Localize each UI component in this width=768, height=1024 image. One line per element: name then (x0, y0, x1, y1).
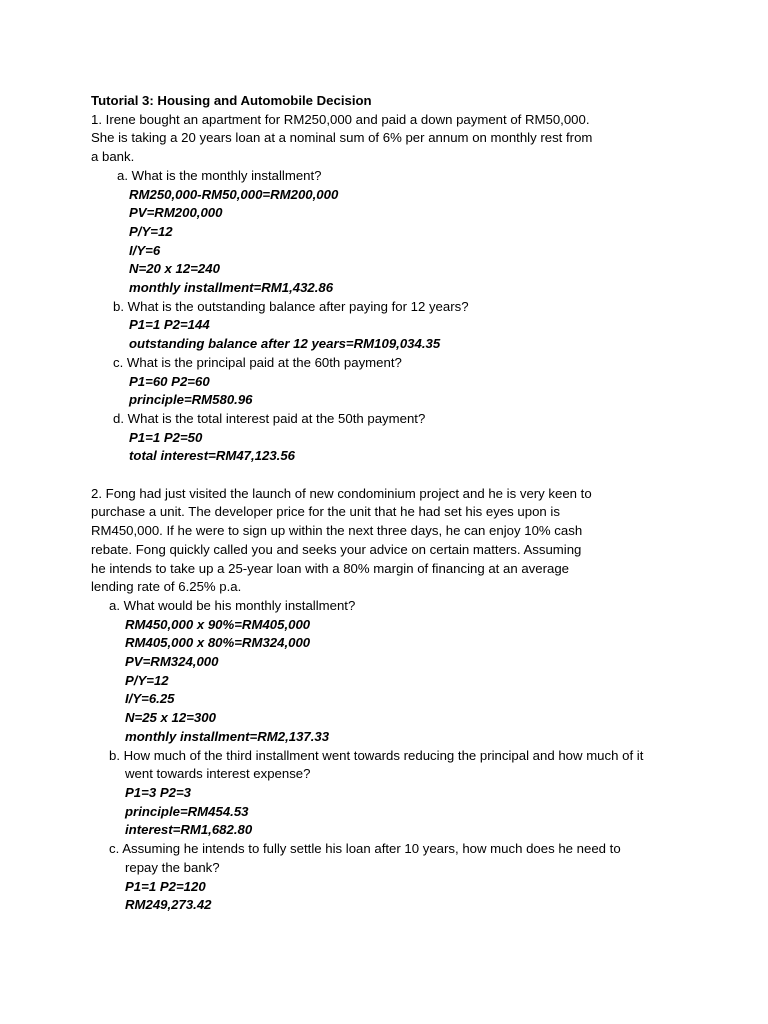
q1b-question: b. What is the outstanding balance after paying for 12 years? (113, 298, 469, 314)
q2-text-line: 2. Fong had just visited the launch of new condominium project and he is very keen to (91, 485, 592, 501)
q2c-question-cont: repay the bank? (125, 859, 220, 875)
q1a-answer-line: N=20 x 12=240 (129, 261, 220, 277)
q2b-answer-line: P1=3 P2=3 (125, 785, 191, 800)
q1a-answer-line: P/Y=12 (129, 223, 173, 239)
q2a-answer-line: monthly installment=RM2,137.33 (125, 728, 330, 744)
q1-text-line: She is taking a 20 years loan at a nominal sum of 6% per annum on monthly rest from (91, 130, 593, 146)
q2-text-line: rebate. Fong quickly called you and seeks your advice on certain matters. Assuming (91, 541, 582, 557)
document-title: Tutorial 3: Housing and Automobile Decision (91, 93, 372, 108)
q1c-answer-line: P1=60 P2=60 (129, 373, 210, 389)
q2a-answer-line: N=25 x 12=300 (125, 710, 216, 726)
q2-text-line: purchase a unit. The developer price for the unit that he had set his eyes upon is (91, 504, 560, 520)
q2-text-line: he intends to take up a 25-year loan with a 80% margin of financing at an average (91, 560, 569, 576)
q2-text-line: lending rate of 6.25% p.a. (91, 579, 242, 595)
q1b-answer-line: P1=1 P2=144 (129, 317, 210, 333)
q1-text-line: 1. Irene bought an apartment for RM250,000 and paid a down payment of RM50,000. (91, 111, 590, 127)
q1b-answer-line: outstanding balance after 12 years=RM109,034.35 (129, 336, 441, 352)
q1d-answer-line: P1=1 P2=50 (129, 429, 203, 445)
q2b-answer-line: interest=RM1,682.80 (125, 822, 253, 838)
section-spacer (91, 466, 691, 485)
q1a-answer-line: monthly installment=RM1,432.86 (129, 280, 334, 296)
q1a-answer-line: I/Y=6 (129, 242, 161, 258)
q2a-answer-line: P/Y=12 (125, 672, 169, 688)
q2a-answer-line: RM450,000 x 90%=RM405,000 (125, 616, 311, 632)
q1a-answer-line: RM250,000-RM50,000=RM200,000 (129, 186, 339, 202)
q2a-answer-line: PV=RM324,000 (125, 654, 219, 670)
document-page (91, 92, 691, 915)
q2a-answer-line: I/Y=6.25 (125, 691, 175, 707)
q1d-answer-line: total interest=RM47,123.56 (129, 448, 296, 464)
q1c-answer-line: principle=RM580.96 (129, 392, 253, 408)
q2c-answer-line: RM249,273.42 (125, 897, 212, 913)
q1a-answer-line: PV=RM200,000 (129, 205, 223, 221)
q2-text-line: RM450,000. If he were to sign up within the next three days, he can enjoy 10% cash (91, 523, 583, 539)
q1-text-line: a bank. (91, 149, 135, 165)
q2b-question-cont: went towards interest expense? (125, 766, 311, 782)
q2b-answer-line: principle=RM454.53 (125, 803, 249, 819)
q1d-question: d. What is the total interest paid at the 50th payment? (113, 410, 426, 426)
q1a-question: a. What is the monthly installment? (117, 167, 322, 183)
q2c-question: c. Assuming he intends to fully settle his loan after 10 years, how much does he need to (109, 841, 621, 857)
q2c-answer-line: P1=1 P2=120 (125, 878, 206, 894)
q2a-question: a. What would be his monthly installment? (109, 597, 356, 613)
q2a-answer-line: RM405,000 x 80%=RM324,000 (125, 635, 311, 651)
q2b-question: b. How much of the third installment went towards reducing the principal and how much of it (109, 747, 644, 763)
q1c-question: c. What is the principal paid at the 60th payment? (113, 354, 402, 370)
